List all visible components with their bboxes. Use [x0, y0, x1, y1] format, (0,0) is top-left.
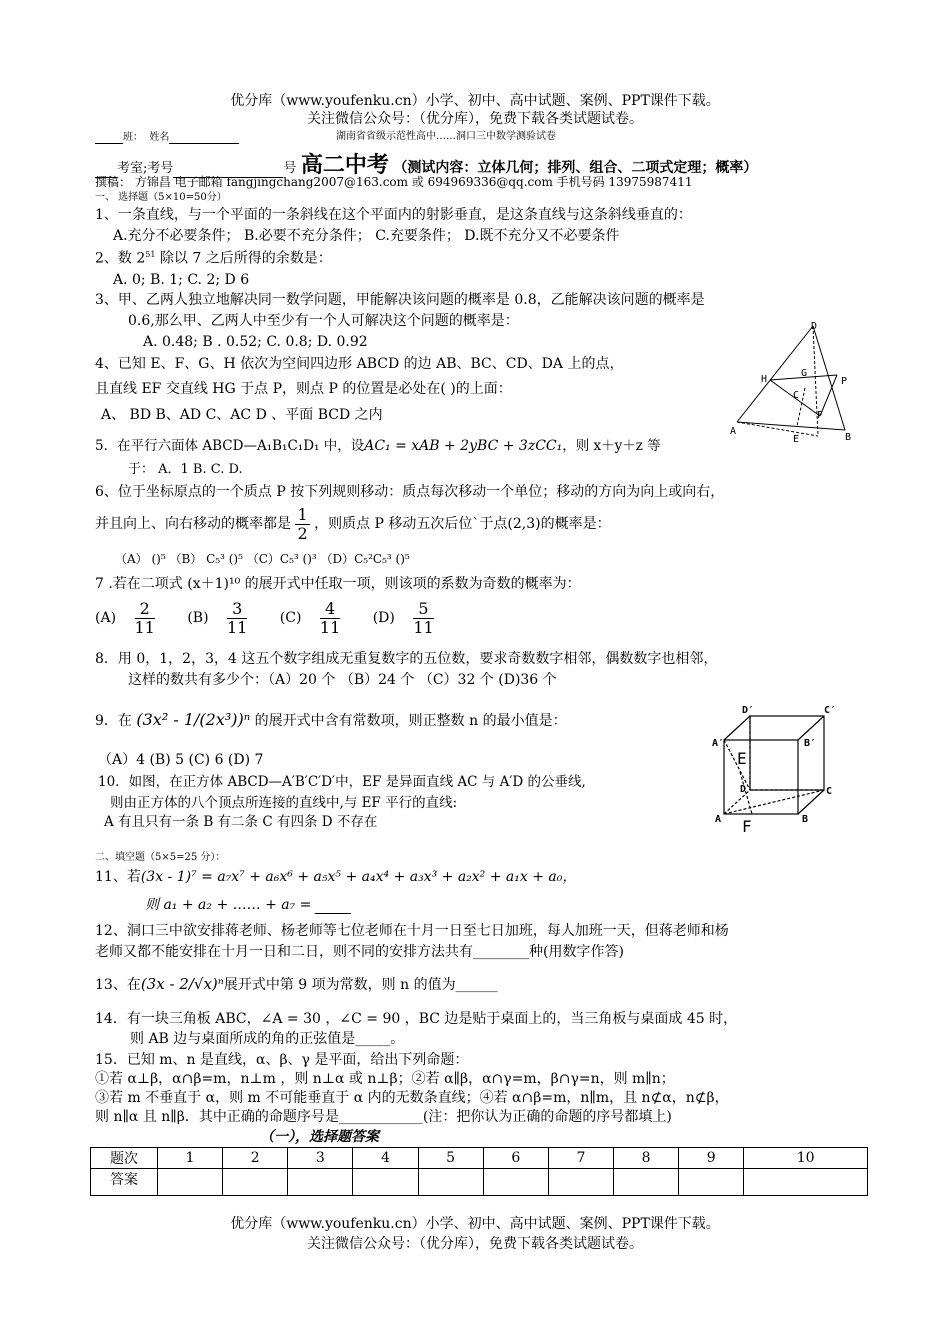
q9-text [95, 710, 567, 730]
answer-table-title: （一），选择题答案 [260, 1129, 379, 1145]
fig2-label-e: E [737, 749, 747, 768]
q7-opt-b-den: 11 [226, 617, 248, 637]
q7-opt-d-fraction [413, 600, 433, 636]
q9-options: （A）4 (B) 5 (C) 6 (D) 7 [98, 752, 264, 768]
class-blank [95, 131, 123, 144]
q3-text-cont: 0.6,那么甲、乙两人中至少有一个人可解决这个问题的概率是： [128, 313, 519, 329]
q5-post: ，则 x＋y＋z 等 [562, 438, 661, 454]
answer-col-9: 9 [679, 1148, 744, 1169]
answer-col-10: 10 [744, 1148, 868, 1169]
fig1-label-b: B [845, 432, 852, 443]
fig2-label-c-prime: C′ [824, 705, 837, 716]
answer-col-7: 7 [548, 1148, 613, 1169]
footer-line2: 关注微信公众号：（优分库），免费下载各类试题试卷。 [307, 1236, 643, 1252]
fig2-label-b-prime: B′ [804, 738, 817, 749]
figure-space-quadrilateral [725, 318, 860, 448]
q3-text: 3、甲、乙两人独立地解决同一数学问题，甲能解决该问题的概率是 0.8，乙能解决该问题的概率是 [95, 292, 705, 308]
q12-text: 12、洞口三中欲安排蒋老师、杨老师等七位老师在十月一日至七日加班，每人加班一天，但蒋老师和杨 [95, 923, 729, 939]
q5-pre: 5．在平行六面体 ABCD—A₁B₁C₁D₁ 中，设 [95, 438, 365, 454]
q7-text: 7 .若在二项式 (x＋1)¹⁰ 的展开式中任取一项，则该项的系数为奇数的概率为： [95, 576, 581, 592]
answer-table [90, 1147, 868, 1196]
q9-pre: 9．在 [95, 713, 132, 729]
q6-numerator: 1 [297, 505, 308, 524]
section2-title: 二、填空题（5×5=25 分）： [95, 852, 226, 863]
school-name: 湖南省省级示范性高中……洞口三中数学测验试卷 [336, 131, 556, 142]
fig1-label-e: E [793, 434, 800, 445]
q6-post: ，则质点 P 移动五次后位`于点(2,3)的概率是： [314, 516, 611, 533]
q13-text [95, 975, 498, 994]
q7-opt-d-den: 11 [413, 617, 434, 637]
q15-statement-b: ③若 m 不垂直于 α，则 m 不可能垂直于 α 内的无数条直线；④若 α∩β=m，n∥m，且 n⊄α，n⊄β， [95, 1090, 729, 1106]
fig2-label-c: C [826, 786, 833, 797]
q14-text: 14．有一块三角板 ABC，∠A = 30 ，∠C = 90 ，BC 边是贴于桌面上的，当三角板与桌面成 45 时， [95, 1011, 738, 1027]
q6-fraction [295, 506, 309, 542]
answer-cell-1[interactable] [158, 1169, 223, 1196]
answer-table-row1-head: 题次 [91, 1148, 158, 1169]
q7-opt-a-fraction [135, 600, 155, 636]
q7-opt-c-num: 4 [320, 600, 340, 619]
answer-table-row2-head: 答案 [91, 1169, 158, 1196]
q7-opt-d-label: (D) [372, 610, 395, 627]
q3-options: A. 0.48; B . 0.52; C. 0.8; D. 0.92 [143, 334, 368, 350]
q8-text: 8．用 0，1，2，3，4 这五个数字组成无重复数字的五位数，要求奇数数字相邻，偶数数字也相邻， [95, 651, 718, 667]
fig2-label-d-prime: D′ [742, 705, 755, 716]
q5-formula: AC₁ = xAB + 2yBC + 3zCC₁ [364, 438, 563, 454]
q2-options: A. 0; B. 1; C. 2; D 6 [113, 272, 250, 288]
q6-text-cont [95, 506, 611, 542]
q8-text-cont: 这样的数共有多少个：（A）20 个 （B）24 个 （C）32 个 (D)36 个 [128, 672, 557, 688]
q2-base: 2 [136, 250, 146, 267]
q9-formula: (3x² - 1/(2x³))ⁿ [136, 710, 251, 729]
figure-cube [712, 702, 842, 837]
q1-options: A.充分不必要条件； B.必要不充分条件； C.充要条件； D.既不充分又不必要条件 [113, 228, 620, 244]
author-line: 撰稿： 方锦昌 电子邮箱 fangjingchang2007@163.com 或 694969336@qq.com 手机号码 13975987411 [95, 175, 693, 189]
name-label: 姓名 [149, 132, 170, 143]
q4-text-cont: 且直线 EF 交直线 HG 于点 P，则点 P 的位置是必处在( )的上面： [95, 381, 512, 397]
fig1-label-p: P [841, 376, 848, 387]
answer-col-8: 8 [613, 1148, 678, 1169]
q11-text [95, 869, 576, 886]
fig2-label-a: A [715, 814, 722, 825]
q7-opt-a-num: 2 [135, 600, 155, 619]
q6-text: 6、位于坐标原点的一个质点 P 按下列规则移动：质点每次移动一个单位；移动的方向为向上或向右， [95, 484, 725, 500]
q2-text [95, 250, 332, 267]
fig1-label-d: D [811, 321, 818, 332]
footer-line1: 优分库（www.youfenku.cn）小学、初中、高中试题、案例、PPT课件下载。 [230, 1216, 720, 1232]
answer-cell-3[interactable] [288, 1169, 353, 1196]
class-name-row [95, 131, 239, 144]
q5-text [95, 438, 661, 455]
q15-statement-a: ①若 α⊥β，α∩β=m，n⊥m ，则 n⊥α 或 n⊥β；②若 α∥β，α∩γ=m，β∩γ=n，则 m∥n； [95, 1071, 675, 1087]
header-line2: 关注微信公众号：（优分库），免费下载各类试题试卷。 [307, 111, 643, 127]
q5-options: 于： A．1 B. C. D. [128, 462, 243, 477]
q6-options: （A） ()⁵ （B） C₅³ ()⁵ （C）C₅³ ()³ （D）C₅²C₅³ ()⁵ [115, 552, 410, 566]
q11-sum: 则 a₁ + a₂ + …… + a₇ = [145, 897, 312, 913]
answer-col-1: 1 [158, 1148, 223, 1169]
answer-table-answer-row [91, 1169, 868, 1196]
q7-opt-c-label: (C) [279, 610, 302, 627]
header-line1: 优分库（www.youfenku.cn）小学、初中、高中试题、案例、PPT课件下载。 [230, 93, 720, 109]
q2-post: 除以 7 之后所得的余数是： [159, 250, 332, 267]
q7-opt-b-label: (B) [187, 610, 209, 627]
exam-scope: （测试内容：立体几何；排列、组合、二项式定理；概率） [393, 160, 758, 176]
q7-opt-a-label: (A) [95, 610, 117, 627]
number-label: 号 [283, 161, 297, 176]
class-label: 班： [123, 132, 143, 143]
name-blank [169, 131, 239, 144]
q13-pre: 13、在 [95, 977, 141, 993]
answer-col-2: 2 [223, 1148, 288, 1169]
fig1-label-c: C [793, 390, 800, 401]
answer-cell-4[interactable] [353, 1169, 418, 1196]
q11-formula: (3x - 1)⁷ = a₇x⁷ + a₆x⁶ + a₅x⁵ + a₄x⁴ + a₃x³ + a₂x² + a₁x + a₀， [140, 869, 577, 885]
q7-options [95, 600, 434, 636]
q13-post: 展开式中第 9 项为常数，则 n 的值为______ [223, 977, 498, 993]
room-label: 考室;考号 [117, 161, 174, 176]
q10-text: 10．如图，在正方体 ABCD—A′B′C′D′中，EF 是异面直线 AC 与 A′D 的公垂线, [98, 774, 586, 790]
q1-text: 1、一条直线，与一个平面的一条斜线在这个平面内的射影垂直，是这条直线与这条斜线垂直的： [95, 207, 692, 223]
q7-opt-b-fraction [227, 600, 247, 636]
fig2-label-d: D [740, 784, 747, 795]
fig1-label-h: H [761, 374, 768, 385]
fig1-label-f: F [817, 410, 824, 421]
fig1-label-a: A [730, 426, 737, 437]
q7-opt-b-num: 3 [227, 600, 247, 619]
q11-text-cont [145, 897, 351, 914]
answer-col-5: 5 [418, 1148, 483, 1169]
answer-table-header-row [91, 1148, 868, 1169]
exam-title: 高二中考 [300, 152, 389, 178]
answer-cell-10[interactable] [744, 1169, 868, 1196]
answer-cell-7[interactable] [548, 1169, 613, 1196]
answer-col-4: 4 [353, 1148, 418, 1169]
q13-formula: (3x - 2/√x)ⁿ [140, 975, 224, 993]
answer-cell-9[interactable] [679, 1169, 744, 1196]
fig1-label-g: G [801, 368, 808, 379]
q7-opt-c-den: 11 [319, 617, 341, 637]
answer-cell-2[interactable] [223, 1169, 288, 1196]
q6-pre: 并且向上、向右移动的概率都是 [95, 516, 291, 533]
answer-col-6: 6 [483, 1148, 548, 1169]
section1-title: 一、 选择题（5×10=50分） [95, 192, 227, 203]
q15-statement-c: 则 n∥α 且 n∥β．其中正确的命题序号是____________(注：把你认为正确的命题的序号都填上) [95, 1109, 672, 1125]
fig2-label-f: F [742, 817, 752, 836]
q7-opt-c-fraction [320, 600, 340, 636]
q4-text: 4、已知 E、F、G、H 依次为空间四边形 ABCD 的边 AB、BC、CD、DA 上的点， [95, 356, 624, 372]
q11-blank [315, 901, 351, 914]
q7-opt-a-den: 11 [134, 617, 155, 637]
fig2-label-b: B [802, 814, 809, 825]
q6-denominator: 2 [297, 523, 308, 543]
q11-pre: 11、若 [95, 869, 141, 885]
q12-text-cont: 老师又都不能安排在十月一日和二日，则不同的安排方法共有________种(用数字作答) [95, 944, 624, 960]
q7-opt-d-num: 5 [413, 600, 433, 619]
q10-options: A 有且只有一条 B 有二条 C 有四条 D 不存在 [104, 814, 378, 830]
q14-text-cont: 则 AB 边与桌面所成的角的正弦值是_____。 [130, 1031, 405, 1047]
q2-pre: 2、数 [95, 250, 132, 267]
answer-col-3: 3 [288, 1148, 353, 1169]
answer-cell-5[interactable] [418, 1169, 483, 1196]
q4-options: A、 BD B、AD C、AC D 、平面 BCD 之内 [101, 407, 383, 423]
q9-post: 的展开式中含有常数项，则正整数 n 的最小值是： [254, 713, 567, 729]
q2-exp: 51 [145, 250, 156, 259]
answer-cell-6[interactable] [483, 1169, 548, 1196]
answer-cell-8[interactable] [613, 1169, 678, 1196]
fig2-label-a-prime: A′ [712, 738, 725, 749]
q10-text-cont: 则由正方体的八个顶点所连接的直线中,与 EF 平行的直线: [110, 795, 458, 811]
q15-text: 15．已知 m、n 是直线，α、β、γ 是平面，给出下列命题： [95, 1052, 469, 1068]
